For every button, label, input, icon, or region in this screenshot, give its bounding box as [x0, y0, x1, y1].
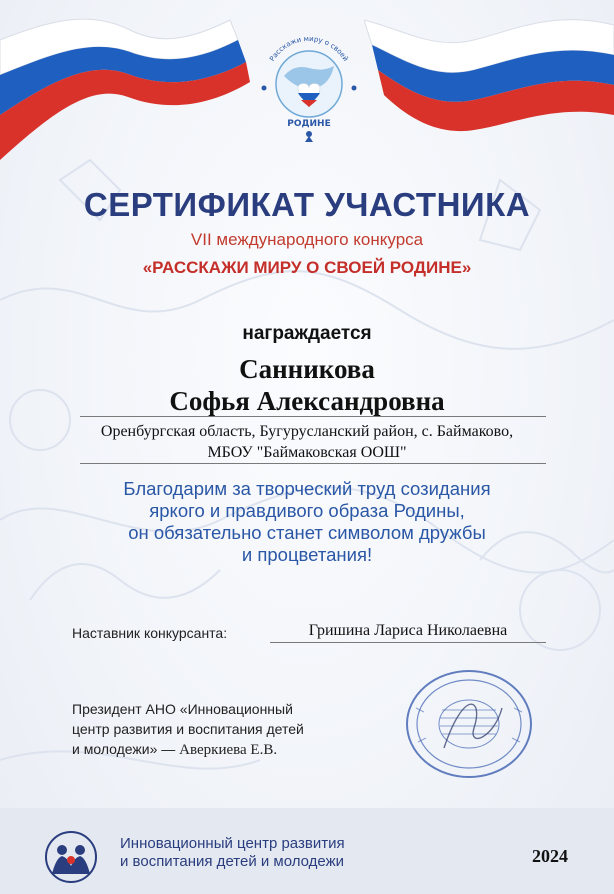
president-line: центр развития и воспитания детей [72, 721, 304, 737]
organization-emblem [42, 830, 100, 884]
mentor-name: Гришина Лариса Николаевна [308, 622, 508, 639]
logo-arc-text: Расскажи миру о своей [268, 34, 350, 63]
organization-name-line: Инновационный центр развития [120, 835, 345, 852]
participant-surname: Санникова [239, 354, 375, 384]
school-underline [80, 463, 546, 464]
participant-region: Оренбургская область, Бугурусланский район, с. Баймаково, [100, 423, 514, 440]
awarded-label: награждается [242, 323, 372, 344]
mentor-underline [270, 642, 546, 643]
certificate-title: СЕРТИФИКАТ УЧАСТНИКА [83, 186, 531, 223]
thanks-line: и процветания! [241, 544, 373, 565]
mentor-label: Наставник конкурсанта: [72, 625, 228, 641]
logo-word: РОДИНЕ [287, 119, 331, 129]
participant-given-names: Софья Александровна [169, 386, 445, 416]
president-line: Президент АНО «Инновационный [72, 701, 293, 717]
contest-logo [254, 30, 364, 142]
footer-band [0, 808, 614, 894]
president-signature-block [72, 699, 304, 760]
participant-school: МБОУ "Баймаковская ООШ" [207, 444, 407, 461]
organization-name [120, 835, 345, 871]
thanks-line: яркого и правдивого образа Родины, [149, 500, 465, 521]
thanks-line: Благодарим за творческий труд созидания [123, 478, 491, 499]
russian-flag-ribbon-right [364, 0, 614, 140]
official-stamp [404, 668, 534, 780]
organization-name-line: и воспитания детей и молодежи [120, 853, 345, 870]
thanks-line: он обязательно станет символом дружбы [128, 522, 486, 543]
name-underline [80, 416, 546, 417]
certificate-year: 2024 [532, 846, 568, 866]
president-name: Аверкиева Е.В. [179, 742, 278, 758]
president-line: и молодежи» — [72, 741, 176, 757]
contest-name: «РАССКАЖИ МИРУ О СВОЕЙ РОДИНЕ» [142, 258, 472, 277]
contest-edition: VII международного конкурса [190, 230, 424, 249]
russian-flag-ribbon-left [0, 0, 250, 170]
thanks-message [0, 478, 614, 566]
